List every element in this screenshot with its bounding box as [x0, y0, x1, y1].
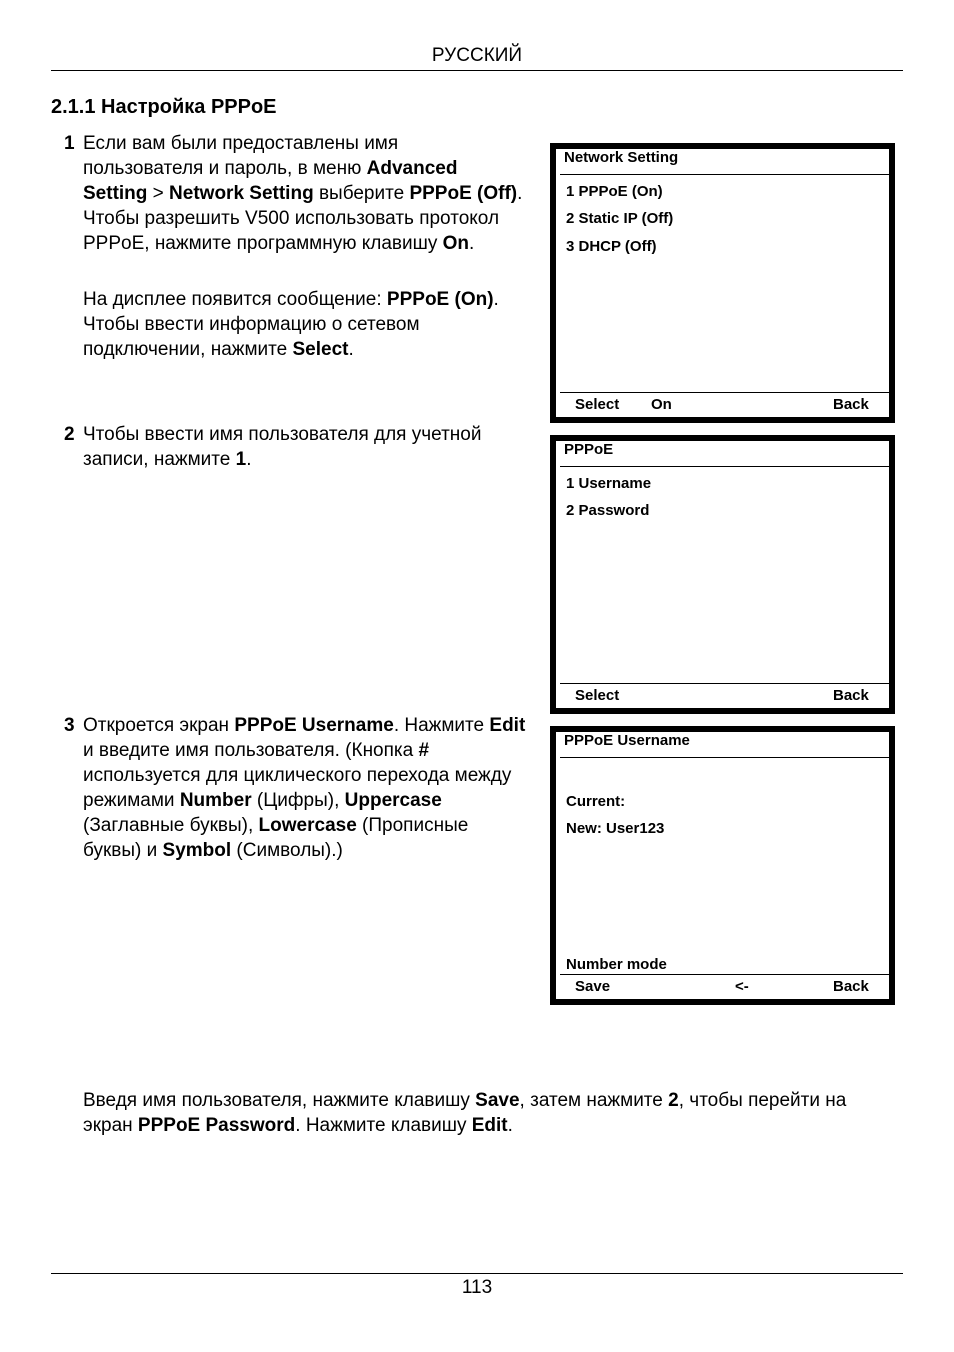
- step-number: 1: [64, 133, 75, 154]
- key-name: On: [442, 233, 470, 254]
- text: (Заглавные буквы),: [83, 815, 259, 836]
- footer-rule: [51, 1273, 903, 1274]
- menu-item-static-ip[interactable]: 2 Static IP (Off): [566, 210, 674, 227]
- back-softkey[interactable]: Back: [833, 687, 869, 704]
- text: . Чтобы разрешить V500 использовать протокол PPPoE, нажмите программную клавишу: [83, 183, 523, 254]
- mode-name: Symbol: [162, 840, 232, 861]
- text: Введя имя пользователя, нажмите клавишу: [83, 1090, 476, 1111]
- step-2-paragraph: [83, 422, 533, 472]
- text: . Нажмите: [393, 715, 490, 736]
- backspace-softkey[interactable]: <-: [735, 978, 749, 995]
- screen-title: PPPoE: [560, 441, 889, 467]
- menu-item-dhcp[interactable]: 3 DHCP (Off): [566, 238, 657, 255]
- step-number: 3: [64, 715, 75, 736]
- text: . Чтобы ввести информацию о сетевом подключении, нажмите: [83, 289, 499, 360]
- screen-name: PPPoE Username: [234, 715, 394, 736]
- text: .: [348, 339, 354, 360]
- text: .: [469, 233, 475, 254]
- text: .: [246, 449, 252, 470]
- key-name: #: [418, 740, 430, 761]
- menu-item-password[interactable]: 2 Password: [566, 502, 650, 519]
- current-value-label: Current:: [566, 793, 626, 810]
- softkey-bar: [560, 392, 889, 417]
- key-name: Save: [475, 1090, 520, 1111]
- step-1-paragraph-2: [83, 287, 533, 362]
- key-name: 2: [668, 1090, 679, 1111]
- header-rule: [51, 70, 903, 71]
- page-number: 113: [461, 1277, 493, 1298]
- text: Откроется экран: [83, 715, 235, 736]
- key-name: Edit: [489, 715, 526, 736]
- section-title: 2.1.1 Настройка PPPoE: [51, 96, 277, 118]
- step-3-paragraph: [83, 713, 528, 863]
- text: Чтобы ввести имя пользователя для учетной записи, нажмите: [83, 424, 482, 470]
- text: (Цифры),: [251, 790, 345, 811]
- network-setting-screen: [550, 143, 895, 423]
- select-softkey[interactable]: Select: [575, 687, 620, 704]
- input-mode-indicator: Number mode: [566, 956, 667, 973]
- text: >: [147, 183, 170, 204]
- back-softkey[interactable]: Back: [833, 396, 869, 413]
- key-name: Edit: [471, 1115, 508, 1136]
- message-name: PPPoE (On): [386, 289, 494, 310]
- menu-item-username[interactable]: 1 Username: [566, 475, 652, 492]
- screen-title: PPPoE Username: [560, 732, 889, 758]
- screen-name: PPPoE Password: [137, 1115, 296, 1136]
- text: . Нажмите клавишу: [295, 1115, 472, 1136]
- screen-title: Network Setting: [560, 149, 889, 175]
- step-1-paragraph: [83, 131, 523, 256]
- text: На дисплее появится сообщение:: [83, 289, 387, 310]
- softkey-bar: [560, 974, 889, 999]
- text: .: [507, 1115, 513, 1136]
- final-paragraph: [83, 1088, 901, 1138]
- menu-name: Advanced Setting: [83, 158, 458, 204]
- text: , затем нажмите: [519, 1090, 669, 1111]
- text: (Символы).): [231, 840, 343, 861]
- menu-name: Network Setting: [169, 183, 314, 204]
- mode-name: Lowercase: [258, 815, 357, 836]
- text: и введите имя пользователя. (Кнопка: [83, 740, 419, 761]
- key-name: Select: [292, 339, 349, 360]
- text: (Прописные буквы) и: [83, 815, 469, 861]
- softkey-bar: [560, 683, 889, 708]
- mode-name: Number: [179, 790, 252, 811]
- menu-item-pppoe[interactable]: 1 PPPoE (On): [566, 183, 663, 200]
- new-value-field[interactable]: New: User123: [566, 820, 665, 837]
- option-name: PPPoE (Off): [409, 183, 518, 204]
- text: выберите: [313, 183, 410, 204]
- text: , чтобы перейти на экран: [83, 1090, 847, 1136]
- mode-name: Uppercase: [344, 790, 442, 811]
- select-softkey[interactable]: Select: [575, 396, 620, 413]
- save-softkey[interactable]: Save: [575, 978, 611, 995]
- step-number: 2: [64, 424, 75, 445]
- pppoe-screen: [550, 435, 895, 714]
- language-label: РУССКИЙ: [431, 45, 523, 66]
- text: Если вам были предоставлены имя пользователя и пароль, в меню: [83, 133, 399, 179]
- back-softkey[interactable]: Back: [833, 978, 869, 995]
- text: используется для циклического перехода между режимами: [83, 765, 512, 811]
- on-softkey[interactable]: On: [651, 396, 672, 413]
- pppoe-username-screen: [550, 726, 895, 1005]
- key-name: 1: [235, 449, 247, 470]
